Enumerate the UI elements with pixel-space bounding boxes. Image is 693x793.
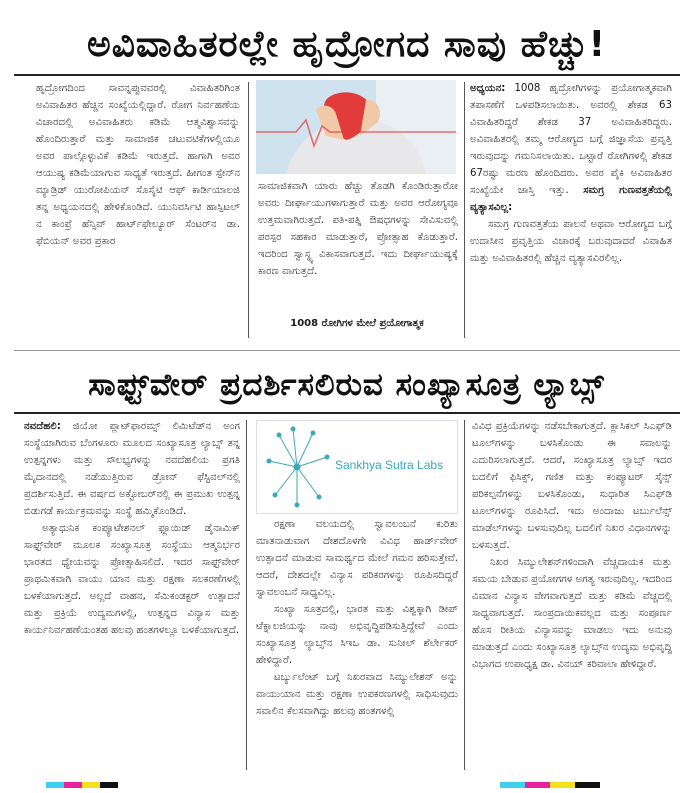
column-divider (464, 420, 465, 770)
article1-column-2 (258, 178, 458, 316)
article2-col2-para1: ರಕ್ಷಣಾ ವಲಯದಲ್ಲಿ ಸ್ವಾವಲಂಬನೆ ಕುರಿತು ಮಾತನಾಡುವಾಗ ದೇಶದೊಳಗೇ ವಿವಿಧ ಹಾರ್ಡ್‌ವೇರ್ ಉತ್ಪಾದನೆ ಮಾಡುವ ಸಾಮರ್ಥ್ಯದ ಮೇಲೆ ಗಮನ ಹರಿಸುತ್ತೇವೆ. ಆದರೆ, ದೇಶದಲ್ಲೇ ವಿನ್ಯಾಸ ಪರಿಕರಗಳನ್ನು ರೂಪಿಸದಿದ್ದರೆ ಸ್ವಾವಲಂಬನೆ ಸಾಧ್ಯವಿಲ್ಲ. (256, 519, 458, 598)
article2-col1-text: ಜಿಯೋ ಪ್ಲಾಟ್‌ಫಾರಮ್ಸ್ ಲಿಮಿಟೆಡ್‌ನ ಅಂಗ ಸಂಸ್ಥೆಯಾಗಿರುವ ಬೆಂಗಳೂರು ಮೂಲದ ಸಂಖ್ಯಾಸೂತ್ರ ಲ್ಯಾಬ್ಸ್ ತನ್ನ ಉತ್ಪನ್ನಗಳು ಮತ್ತು ಸೌಲಭ್ಯಗಳನ್ನು ನವದೆಹಲಿಯ ಪ್ರಗತಿ ಮೈದಾನದಲ್ಲಿ ನಡೆಯುತ್ತಿರುವ ಡ್ರೋನ್ ಫೆಸ್ಟಿವಲ್‌ನಲ್ಲಿ ಪ್ರದರ್ಶಿಸುತ್ತಿದೆ. ಈ ವರ್ಷದ ಅಕ್ಟೋಬರ್‌ನಲ್ಲಿ ಈ ಪ್ರಮುಖ ಉತ್ಪನ್ನ ಬಿಡುಗಡೆ ಕಾರ್ಯಕ್ರಮವನ್ನು ಸಂಸ್ಥೆ ಹಮ್ಮಿಕೊಂಡಿದೆ. (24, 421, 240, 517)
column-divider (464, 82, 465, 338)
article2-column-1 (24, 418, 240, 772)
article2-col2-para3: ಟರ್ಬ್ಯುಲೆಂಟ್ ಬಗ್ಗೆ ನಿಖರವಾದ ಸಿಮ್ಯುಲೇಶನ್ ಅನ್ನು ವಾಯುಯಾನ ಮತ್ತು ರಕ್ಷಣಾ ಉಪಕರಣಗಳಲ್ಲಿ ಸಾಧಿಸುವುದು ಸವಾಲಿನ ಕೆಲಸವಾಗಿದ್ದು ಹಲವು ಹಂತಗಳಲ್ಲಿ (256, 672, 458, 717)
sankhya-sutra-logo (256, 420, 458, 514)
article2-column-3 (472, 418, 672, 772)
article2-col3-para2: ನಿಖರ ಸಿಮ್ಯುಲೇಶನ್‌ಗಳಿಂದಾಗಿ ವೆಚ್ಚದಾಯಕ ಮತ್ತು ಸಮಯ ಬೇಡುವ ಪ್ರಯೋಗಗಳ ಅಗತ್ಯ ಇರುವುದಿಲ್ಲ. ಇದರಿಂದ ವಿಮಾನ ವಿನ್ಯಾಸ ವೇಗವಾಗುತ್ತದೆ ಮತ್ತು ಕಡಿಮೆ ವೆಚ್ಚದಲ್ಲಿ ಸಾಧ್ಯವಾಗುತ್ತದೆ. ಸಾಂಪ್ರದಾಯಿಕವಲ್ಲದ ಮತ್ತು ಸಂಪೂರ್ಣ ಹೊಸ ರೀತಿಯ ವಿನ್ಯಾಸವನ್ನು ಮಾಡಲು ಇದು ಅನುವು ಮಾಡುತ್ತದೆ ಎಂದು ಸಂಖ್ಯಾಸೂತ್ರ ಲ್ಯಾಬ್ಸ್‌ನ ಉದ್ಯಮ ಅಭಿವೃದ್ಧಿ ವಿಭಾಗದ ಉಪಾಧ್ಯಕ್ಷ ಡಾ. ವಿನಯ್ ಕರಿವಾಲಾ ಹೇಳಿದ್ದಾರೆ. (472, 557, 672, 670)
article2-col3-para1: ವಿವಿಧ ಪ್ರಕ್ರಿಯೆಗಳನ್ನು ನಡೆಸಬೇಕಾಗುತ್ತದೆ. ಕ್ಲಾಸಿಕಲ್ ಸಿಎಫ್‌ಡಿ ಟೂಲ್‌ಗಳನ್ನು ಬಳಸಿಕೊಂಡು ಈ ಸವಾಲನ್ನು ಎದುರಿಸಲಾಗುತ್ತದೆ. ಆದರೆ, ಸಂಖ್ಯಾಸೂತ್ರ ಲ್ಯಾಬ್ಸ್ ಇದರ ಬದಲಿಗೆ ಫಿಸಿಕ್ಸ್, ಗಣಿತ ಮತ್ತು ಕಂಪ್ಯೂಟರ್ ಸೈನ್ಸ್ ಪರಿಕಲ್ಪನೆಗಳನ್ನು ಬಳಸಿಕೊಂಡು, ಸುಧಾರಿತ ಸಿಎಫ್‌ಡಿ ಟೂಲ್‌ಗಳನ್ನು ರೂಪಿಸಿದೆ. ಇದು ಅಂದಾಜು ಟರ್ಬುಲೆನ್ಸ್ ಮಾಡೆಲ್‌ಗಳನ್ನು ಬಳಸುವುದಿಲ್ಲ ಬದಲಿಗೆ ನಿಖರ ವಿಧಾನಗಳನ್ನು ಬಳಸುತ್ತದೆ. (472, 421, 672, 551)
headline-sankhya-article: ಸಾಫ್ಟ್‌ವೇರ್ ಪ್ರದರ್ಶಿಸಲಿರುವ ಸಂಖ್ಯಾಸೂತ್ರ ಲ್ಯಾಬ್ಸ್ (88, 367, 605, 403)
article2-dateline: ನವದೆಹಲಿ: (24, 421, 61, 432)
article2-column-2 (256, 516, 458, 774)
article2-col1-para2: ಅತ್ಯಾಧುನಿಕ ಕಂಪ್ಯೂಟೇಶನಲ್ ಫ್ಲೂಯಿಡ್ ಡೈನಾಮಿಕ್ ಸಾಫ್ಟ್‌ವೇರ್ ಮೂಲಕ ಸಂಖ್ಯಾಸೂತ್ರ ಸಂಸ್ಥೆಯು ಆತ್ಮನಿರ್ಭರ ಭಾರತದ ಧ್ಯೇಯವನ್ನು ಪ್ರೋತ್ಸಾಹಿಸಲಿದೆ. ಇದರ ಸಾಫ್ಟ್‌ವೇರ್ ಪ್ರಾಥಮಿಕವಾಗಿ ವಾಯು ಯಾನ ಮತ್ತು ರಕ್ಷಣಾ ಸಲಕರಣೆಗಳಲ್ಲಿ ಬಳಕೆಯಾಗುತ್ತದೆ. ಅಲ್ಲದೆ ವಾಹನ, ಸೆಮಿಕಂಡಕ್ಟರ್ ಉತ್ಪಾದನೆ ಮತ್ತು ಪ್ರಕ್ರಿಯೆ ಉದ್ಯಮಗಳಲ್ಲಿ, ಉತ್ಪನ್ನದ ವಿನ್ಯಾಸ ಮತ್ತು ಕಾರ್ಯನಿರ್ವಹಣೆಯಂತಹ ಹಲವು ಹಂತಗಳಲ್ಲೂ ಬಳಕೆಯಾಗುತ್ತದೆ. (24, 523, 240, 636)
headline-rule (14, 74, 680, 76)
article1-col3-closing: ಸಮಗ್ರ ಗುಣವತ್ತತೆಯ ಪಾಲನೆ ಅಥವಾ ಆರೋಗ್ಯದ ಬಗ್ಗೆ ಉದಾಸೀನ ಪ್ರವೃತ್ತಿಯ ವಿಚಾರಕ್ಕೆ ಬರುವುದಾದರೆ ವಿವಾಹಿತ ಮತ್ತು ಅವಿವಾಹಿತರಲ್ಲಿ ಹೆಚ್ಚಿನ ವ್ಯತ್ಯಾಸವಿರಲಿಲ್ಲ. (470, 219, 672, 264)
article2-col2-para2: ಸಂಖ್ಯಾ ಸೂತ್ರದಲ್ಲಿ, ಭಾರತ ಮತ್ತು ವಿಶ್ವಕ್ಕಾಗಿ ಡೀಪ್ ಟೆಕ್ನಾಲಜಿಯನ್ನು ನಾವು ಅಭಿವೃದ್ಧಿಪಡಿಸುತ್ತಿದ್ದೇವೆ ಎಂದು ಸಂಖ್ಯಾಸೂತ್ರ ಲ್ಯಾಬ್ಸ್‌ನ ಸಿಇಒ ಡಾ. ಸುನೀಲ್ ಶೆರ್ಲೇಕರ್ ಹೇಳಿದ್ದಾರೆ. (256, 604, 458, 666)
print-registration-marks-right (500, 782, 600, 788)
article1-col1-text: ಹೃದ್ರೋಗದಿಂದ ಸಾವನ್ನಪ್ಪುವವರಲ್ಲಿ ವಿವಾಹಿತರಿಗಿಂತ ಅವಿವಾಹಿತರ ಹೆಚ್ಚಿನ ಸಂಖ್ಯೆಯಲ್ಲಿದ್ದಾರೆ. ರೋಗ ನಿರ್ವಹಣೆಯ ವಿಚಾರದಲ್ಲಿ ಅವಿವಾಹಿತರು ಕಡಿಮೆ ಆತ್ಮವಿಶ್ವಾಸವನ್ನು ಹೊಂದಿರುತ್ತಾರೆ ಮತ್ತು ಸಾಮಾಜಿಕ ಚಟುವಟಿಕೆಗಳಲ್ಲಿಯೂ ಅವರ ಪಾಲ್ಗೊಳ್ಳುವಿಕೆ ಕಡಿಮೆ ಇರುತ್ತದೆ. ಹಾಗಾಗಿ ಅವರ ಆಯುಷ್ಯ ಕಡಿಮೆಯಾಗುವ ಸಾಧ್ಯತೆ ಇರುತ್ತದೆ. ಹೀಗಂತ ಸ್ಪೇನ್‌ನ ಮ್ಯಾಡ್ರಿಡ್ ಯುರೋಪಿಯನ್ ಸೊಸೈಟಿ ಆಫ್ ಕಾರ್ಡಿಯಾಲಜಿ ತನ್ನ ಅಧ್ಯಯನದಲ್ಲಿ ಹೇಳಿಕೊಂಡಿದೆ. ಯುನಿವರ್ಸಿಟಿ ಹಾಸ್ಪಿಟಲ್ ನ ಕಾಂಪ್ರೆ ಹೆನ್ಸಿವ್ ಹಾರ್ಟ್‌ಫೇಲ್ಯೂರ್ ಸೆಂಟರ್‌ನ ಡಾ. ಫೆಬಿಯನ್ ಅವರ ಪ್ರಕಾರ (36, 83, 240, 247)
headline-rule (14, 412, 680, 414)
column-divider (246, 420, 247, 770)
headline-heart-article: ಅವಿವಾಹಿತರಲ್ಲೇ ಹೃದ್ರೋಗದ ಸಾವು ಹೆಚ್ಚು! (86, 24, 607, 65)
article1-subhead-experiment: 1008 ರೋಗಿಗಳ ಮೇಲೆ ಪ್ರಯೋಗಾತ್ಮಕ (290, 318, 424, 329)
article1-column-1 (36, 80, 240, 342)
article1-study-label: ಅಧ್ಯಯನ: (470, 83, 506, 94)
article1-column-3 (470, 80, 672, 342)
sankhya-logo-text: Sankhya Sutra Labs (335, 458, 444, 472)
article-separator (14, 350, 680, 351)
article1-col2-text: ಸಾಮಾಜಿಕವಾಗಿ ಯಾರು ಹೆಚ್ಚು ತೊಡಗಿ ಕೊಂಡಿರುತ್ತಾರೋ ಅವರು ದೀರ್ಘಾಯುಗಳಾಗುತ್ತಾರೆ ಮತ್ತು ಅವರ ಆರೋಗ್ಯವೂ ಉತ್ತಮವಾಗಿರುತ್ತದೆ. ಪತಿ-ಪತ್ನಿ ಔಷಧಗಳನ್ನು ಸೇವಿಸುವಲ್ಲಿ ಪರಸ್ಪರ ಸಹಕಾರ ಮಾಡುತ್ತಾರೆ, ಪ್ರೋತ್ಸಾಹ ಕೊಡುತ್ತಾರೆ. ಇದರಿಂದ ಸ್ವಾಸ್ಥ್ಯ ವಿಕಾಸವಾಗುತ್ತದೆ. ಇದು ದೀರ್ಘಾಯುಷ್ಯಕ್ಕೆ ಕಾರಣ ವಾಗುತ್ತದೆ. (258, 181, 458, 277)
print-registration-marks-left (46, 782, 118, 788)
column-divider (248, 82, 249, 338)
article1-subhead-quality: ಸಮಗ್ರ ಗುಣವತ್ತತೆಯಲ್ಲಿ ವ್ಯತ್ಯಾಸವಿಲ್ಲ: (470, 185, 672, 213)
heart-attack-photo (256, 80, 456, 174)
article1-col3-text: 1008 ಹೃದ್ರೋಗಿಗಳನ್ನು ಪ್ರಯೋಗಾತ್ಮಕವಾಗಿ ತಪಾಸಣೆಗೆ ಒಳಪಡಿಸಲಾಯಿತು. ಅವರಲ್ಲಿ ಶೇಕಡ 63 ವಿವಾಹಿತರಿದ್ದರೆ ಶೇಕಡ 37 ಅವಿವಾಹಿತರಿದ್ದರು. ಅವಿವಾಹಿತರಲ್ಲಿ ತಮ್ಮ ಆರೋಗ್ಯದ ಬಗ್ಗೆ ಜಿಜ್ಞಾಸೆಯ ಪ್ರವೃತ್ತಿ ಇರುವುದನ್ನು ಗಮನಿಸಲಾಯಿತು. ಒಟ್ಟಾರೆ ರೋಗಿಗಳಲ್ಲಿ ಶೇಕಡ 67ರಷ್ಟು ಮರಣ ಹೊಂದಿದರು. ಅವರ ಪೈಕಿ ಅವಿವಾಹಿತರ ಸಂಖ್ಯೆಯೇ ಜಾಸ್ತಿ ಇತ್ತು. (470, 83, 672, 196)
